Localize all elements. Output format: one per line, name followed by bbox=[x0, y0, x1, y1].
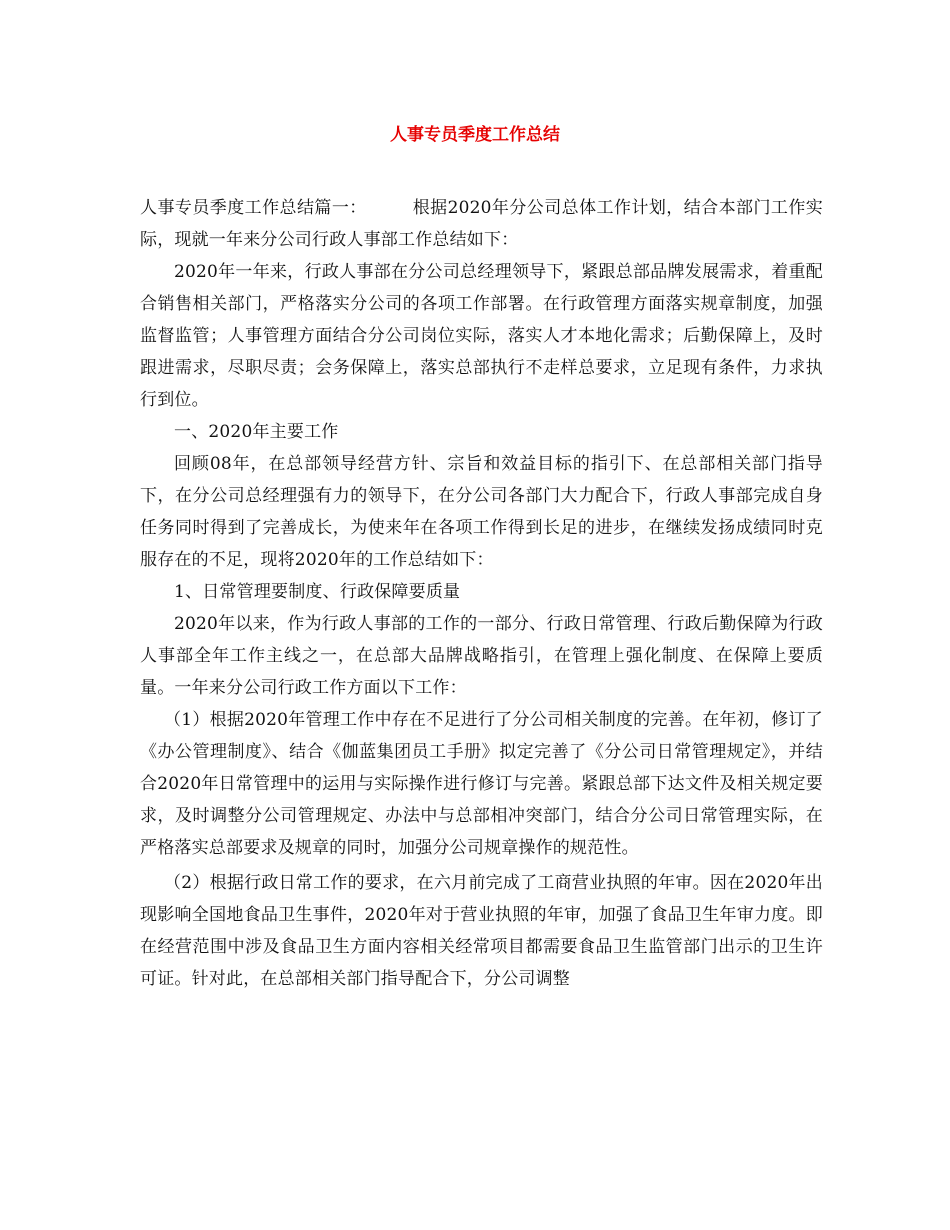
intro-paragraph bbox=[140, 192, 823, 256]
item-2-paragraph: （2）根据行政日常工作的要求，在六月前完成了工商营业执照的年审。因在2020年出现影响全国地食品卫生事件，2020年对于营业执照的年审，加强了食品卫生年审力度。即在经营范围中涉及食品卫生方面内容相关经常项目都需要食品卫生监管部门出示的卫生许可证。针对此，在总部相关部门指导配合下，分公司调整 bbox=[140, 873, 823, 989]
admin-paragraph: 2020年以来，作为行政人事部的工作的一部分、行政日常管理、行政后勤保障为行政人事部全年工作主线之一，在总部大品牌战略指引，在管理上强化制度、在保障上要质量。一年来分公司行政工作方面以下工作： bbox=[140, 614, 823, 698]
review-paragraph: 回顾08年，在总部领导经营方针、宗旨和效益目标的指引下、在总部相关部门指导下，在分公司总经理强有力的领导下，在分公司各部门大力配合下，行政人事部完成自身任务同时得到了完善成长，为使来年在各项工作得到长足的进步，在继续发扬成绩同时克服存在的不足，现将2020年的工作总结如下： bbox=[140, 454, 823, 570]
item-1-paragraph: （1）根据2020年管理工作中存在不足进行了分公司相关制度的完善。在年初，修订了《办公管理制度》、结合《伽蓝集团员工手册》拟定完善了《分公司日常管理规定》，并结合2020年日常管理中的运用与实际操作进行修订与完善。紧跟总部下达文件及相关规定要求，及时调整分公司管理规定、办法中与总部相冲突部门，结合分公司日常管理实际，在严格落实总部要求及规章的同时，加强分公司规章操作的规范性。 bbox=[140, 710, 823, 858]
document-body bbox=[140, 192, 823, 995]
overview-paragraph: 2020年一年来，行政人事部在分公司总经理领导下，紧跟总部品牌发展需求，着重配合销售相关部门，严格落实分公司的各项工作部署。在行政管理方面落实规章制度，加强监督监管；人事管理方面结合分公司岗位实际，落实人才本地化需求；后勤保障上，及时跟进需求，尽职尽责；会务保障上，落实总部执行不走样总要求，立足现有条件，力求执行到位。 bbox=[140, 262, 823, 410]
document-title: 人事专员季度工作总结 bbox=[390, 125, 560, 145]
section-heading-1: 一、2020年主要工作 bbox=[174, 422, 339, 442]
intro-label: 人事专员季度工作总结篇一： bbox=[140, 198, 367, 218]
intro-text: 根据2020年分公司总体工作计划，结合本部门工作实际，现就一年来分公司行政人事部工作总结如下： bbox=[140, 198, 823, 250]
subsection-heading-1: 1、日常管理要制度、行政保障要质量 bbox=[174, 582, 461, 602]
